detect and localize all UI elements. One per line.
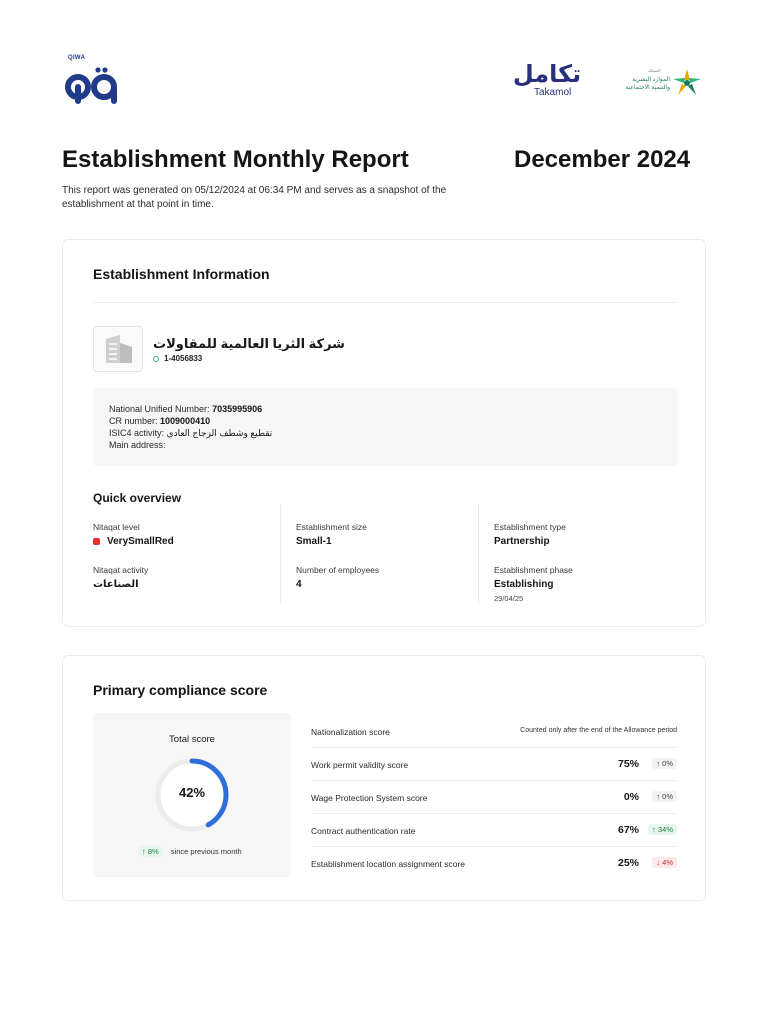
establishment-size-value: Small-1 (296, 536, 332, 547)
nitaqat-activity-value: الصناعات (93, 579, 139, 590)
nitaqat-activity-label: Nitaqat activity (93, 565, 149, 575)
total-score-panel (93, 713, 291, 877)
establishment-id-value: 1-4056833 (164, 354, 203, 363)
report-header (0, 0, 768, 130)
isic4-activity-label: ISIC4 activity: (109, 428, 165, 438)
compliance-score-title: Primary compliance score (93, 682, 268, 698)
score-row-name: Establishment location assignment score (311, 859, 466, 869)
takamol-logo (512, 62, 584, 102)
score-row-value: 25% (617, 857, 639, 869)
employees-label: Number of employees (296, 565, 380, 575)
score-row-change: ↓ 4% (652, 857, 677, 868)
establishment-logo-placeholder (93, 326, 143, 372)
overview-column-type (478, 504, 676, 604)
compliance-score-card (62, 655, 706, 901)
ministry-logo (608, 64, 708, 104)
cr-number (109, 416, 210, 426)
score-row-name: Wage Protection System score (311, 793, 428, 803)
total-score-value: 42% (178, 785, 206, 800)
score-row-nationalization (311, 715, 677, 748)
qiwa-logo-tag: QIWA (68, 55, 86, 61)
score-row-contract-authentication (311, 814, 677, 847)
score-row-change: ↑ 34% (648, 824, 677, 835)
total-score-delta (138, 846, 242, 857)
score-row-name: Nationalization score (311, 727, 390, 737)
main-address-label: Main address: (109, 440, 166, 450)
establishment-phase-label: Establishment phase (494, 565, 573, 575)
score-row-value: 67% (617, 824, 639, 836)
qiwa-mark-icon (60, 61, 122, 107)
establishment-size-label: Establishment size (296, 522, 367, 532)
section-divider (93, 302, 677, 303)
nitaqat-red-status-icon (93, 538, 100, 545)
takamol-logo-en: Takamol (534, 87, 572, 98)
establishment-type-label: Establishment type (494, 522, 566, 532)
score-row-change: ↑ 0% (652, 791, 677, 802)
score-row-wage-protection (311, 781, 677, 814)
takamol-logo-ar: تكامل (512, 61, 582, 88)
total-score-label: Total score (169, 734, 215, 745)
score-row-value: 75% (617, 758, 639, 770)
ministry-logo-line2: والتنمية الاجتماعية (625, 85, 670, 91)
score-row-work-permit (311, 748, 677, 781)
overview-column-nitaqat (93, 504, 291, 604)
cr-number-value: 1009000410 (160, 416, 211, 426)
score-row-value: 0% (623, 791, 639, 803)
employees-value: 4 (296, 579, 302, 590)
isic4-activity-value: تقطيع وشطف الزجاج العادي (166, 428, 273, 438)
quick-overview-title: Quick overview (93, 491, 182, 505)
establishment-info-title: Establishment Information (93, 266, 270, 282)
overview-column-size (280, 504, 478, 604)
cr-number-label: CR number: (109, 416, 158, 426)
total-score-delta-pill: ↑ 8% (138, 846, 163, 857)
establishment-phase-value: Establishing (494, 579, 554, 590)
nitaqat-level-label: Nitaqat level (93, 522, 140, 532)
report-description: This report was generated on 05/12/2024 at 06:34 PM and serves as a snapshot of the establishment at that point in time. (62, 185, 447, 210)
establishment-id (153, 354, 202, 363)
qiwa-logo (60, 55, 122, 107)
report-title: Establishment Monthly Report (62, 146, 409, 173)
establishment-type-value: Partnership (494, 536, 550, 547)
score-row-note: Counted only after the end of the Allowance period (520, 727, 677, 734)
score-row-name: Work permit validity score (311, 760, 409, 770)
report-month: December 2024 (514, 146, 691, 173)
score-row-name: Contract authentication rate (311, 826, 416, 836)
building-icon (94, 327, 144, 373)
ministry-logo-small: المملكة (648, 68, 661, 73)
establishment-phase-date: 29/04/25 (494, 594, 524, 603)
national-unified-value: 7035995906 (212, 404, 263, 414)
nitaqat-level (93, 536, 174, 547)
national-unified-label: National Unified Number: (109, 404, 210, 414)
establishment-name: شركة الثريا العالمية للمقاولات (153, 336, 345, 351)
score-row-location-assignment (311, 847, 677, 880)
ministry-emblem-icon (670, 68, 704, 98)
establishment-info-card (62, 239, 706, 627)
isic4-activity (109, 428, 272, 439)
main-address (109, 440, 166, 450)
nitaqat-level-value: VerySmallRed (107, 536, 174, 547)
ministry-logo-line1: الموارد البشرية (632, 77, 670, 83)
score-row-change: ↑ 0% (652, 758, 677, 769)
national-unified-number (109, 404, 262, 414)
status-circle-icon (153, 356, 159, 362)
establishment-details-box (93, 388, 677, 466)
total-score-delta-text: since previous month (170, 847, 242, 856)
